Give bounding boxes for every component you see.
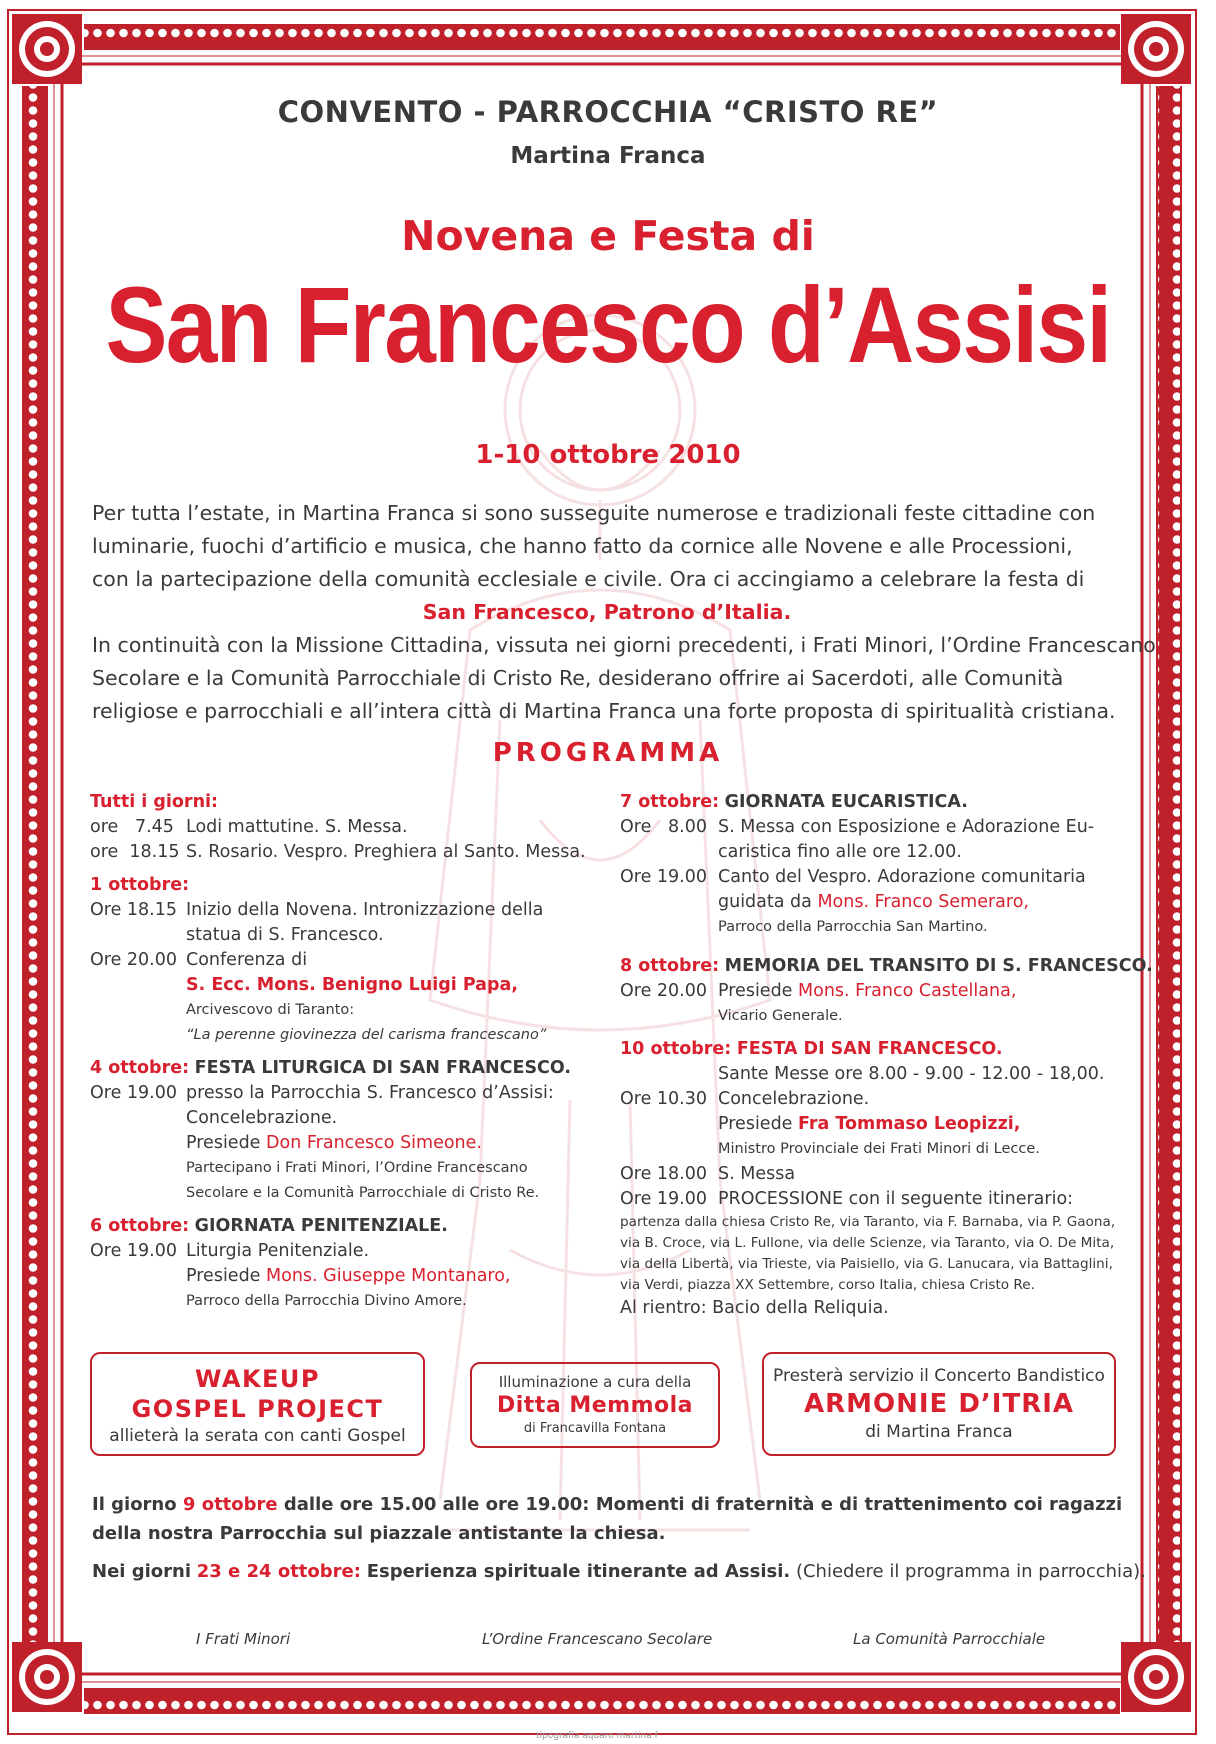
time: ore 7.45: [90, 817, 174, 837]
program-right-column: [620, 790, 1153, 1321]
presider-role: Ministro Provinciale dei Frati Minori di Lecce.: [718, 1141, 1040, 1157]
box-subtitle: allieterà la serata con canti Gospel: [109, 1426, 406, 1446]
time: Ore 19.00: [620, 1189, 708, 1209]
intro-line: Secolare e la Comunità Parrocchiale di Cristo Re, desiderano offrire ai Sacerdoti, alle Comunità: [92, 666, 1064, 690]
day-heading: Tutti i giorni:: [90, 792, 219, 812]
intro-highlight: San Francesco, Patrono d’Italia.: [422, 600, 792, 624]
event-text: Concelebrazione.: [186, 1108, 338, 1128]
day-heading: 4 ottobre:: [90, 1058, 190, 1078]
box-title: ARMONIE D’ITRIA: [803, 1389, 1075, 1419]
ditta-memmola-box: [470, 1362, 720, 1448]
event-dates: 1-10 ottobre 2010: [475, 440, 741, 470]
printer-credit: tipografia aquaro martina f: [536, 1731, 658, 1741]
time: ore 18.15: [90, 842, 180, 862]
time: Ore 19.00: [620, 867, 708, 887]
day-heading: 1 ottobre:: [90, 875, 190, 895]
presiede-label: Presiede: [718, 1114, 793, 1134]
event-text: Canto del Vespro. Adorazione comunitaria: [718, 867, 1086, 887]
wakeup-gospel-box: [90, 1352, 425, 1456]
day-heading: 7 ottobre:: [620, 792, 720, 812]
day-title: GIORNATA EUCARISTICA.: [724, 792, 968, 812]
signature-comunita-parrocchiale: La Comunità Parrocchiale: [853, 1630, 1046, 1648]
presider-role: Parroco della Parrocchia Divino Amore.: [186, 1293, 467, 1309]
note-oct-9: [92, 1490, 1122, 1548]
intro-paragraph: [92, 497, 1156, 728]
speaker-role: Arcivescovo di Taranto:: [186, 1002, 355, 1018]
event-text: Inizio della Novena. Intronizzazione della: [186, 900, 544, 920]
note-text: dalle ore 15.00 alle ore 19.00: Momenti di fraternità e di trattenimento coi ragazzi: [283, 1494, 1123, 1515]
corner-ornament-icon: [10, 12, 84, 86]
presiede-label: Presiede: [718, 981, 793, 1001]
schedule-oct-4: [90, 1056, 610, 1206]
event-text: Al rientro: Bacio della Reliquia.: [620, 1298, 889, 1318]
armonie-ditria-box: [762, 1352, 1116, 1456]
box-subtitle: Illuminazione a cura della: [498, 1373, 692, 1391]
box-subtitle: di Martina Franca: [865, 1422, 1013, 1442]
time: Ore 18.00: [620, 1164, 708, 1184]
note-text: Il giorno: [92, 1494, 177, 1515]
note-text: della nostra Parrocchia sul piazzale antistante la chiesa.: [92, 1523, 666, 1544]
intro-line: luminarie, fuochi d’artificio e musica, che hanno fatto da cornice alle Novene e alle Processioni,: [92, 534, 1073, 558]
day-title: MEMORIA DEL TRANSITO DI S. FRANCESCO.: [724, 956, 1153, 976]
presider-name: Don Francesco Simeone.: [266, 1133, 482, 1153]
schedule-oct-10: [620, 1037, 1130, 1321]
intro-line: religiose e parrocchiali e all’intera città di Martina Franca una forte proposta di spiritualità cristiana.: [92, 699, 1116, 723]
procession-route: partenza dalla chiesa Cristo Re, via Taranto, via F. Barnaba, via P. Gaona,: [620, 1214, 1116, 1230]
corner-ornament-icon: [10, 1640, 84, 1714]
event-text: caristica fino alle ore 12.00.: [718, 842, 962, 862]
day-heading: 6 ottobre:: [90, 1216, 190, 1236]
note-date: 23 e 24 ottobre:: [196, 1561, 361, 1582]
time: Ore 20.00: [620, 981, 708, 1001]
presiede-label: Presiede: [186, 1266, 261, 1286]
time: Ore 8.00: [620, 817, 708, 837]
box-title: GOSPEL PROJECT: [131, 1395, 384, 1423]
guide-role: Parroco della Parrocchia San Martino.: [718, 919, 988, 935]
event-text: Partecipano i Frati Minori, l’Ordine Francescano: [186, 1160, 528, 1176]
day-title: FESTA LITURGICA DI SAN FRANCESCO.: [194, 1058, 572, 1078]
procession-route: via della Libertà, via Trieste, via Paisiello, via G. Lanucara, via Battaglini,: [620, 1256, 1113, 1272]
signature-ordine-francescano: L’Ordine Francescano Secolare: [482, 1630, 713, 1648]
masses-times: Sante Messe ore 8.00 - 9.00 - 12.00 - 18,00.: [718, 1064, 1105, 1084]
box-subtitle: di Francavilla Fontana: [523, 1421, 667, 1436]
saint-title: San Francesco d’Assisi: [105, 264, 1111, 385]
day-title: FESTA DI SAN FRANCESCO.: [736, 1039, 1003, 1059]
event-text: Secolare e la Comunità Parrocchiale di Cristo Re.: [186, 1185, 540, 1201]
parish-title: CONVENTO - PARROCCHIA “CRISTO RE”: [277, 95, 939, 129]
city-name: Martina Franca: [510, 143, 706, 169]
novena-heading: Novena e Festa di: [401, 212, 815, 260]
note-oct-23-24: [92, 1557, 1146, 1586]
schedule-oct-8: [620, 954, 1153, 1029]
conference-topic: “La perenne giovinezza del carisma francescano”: [186, 1027, 547, 1043]
presider-name: Mons. Giuseppe Montanaro,: [266, 1266, 511, 1286]
intro-line: In continuità con la Missione Cittadina, vissuta nei giorni precedenti, i Frati Minori, l’Ordine Francescano: [92, 633, 1156, 657]
time: Ore 20.00: [90, 950, 178, 970]
event-text: Liturgia Penitenziale.: [186, 1241, 370, 1261]
note-text: Nei giorni: [92, 1561, 191, 1582]
schedule-everyday: [90, 790, 610, 865]
event-text: PROCESSIONE con il seguente itinerario:: [718, 1189, 1074, 1209]
corner-ornament-icon: [1119, 1640, 1193, 1714]
day-title: GIORNATA PENITENZIALE.: [194, 1216, 448, 1236]
corner-ornament-icon: [1119, 12, 1193, 86]
guide-name: Mons. Franco Semeraro,: [817, 892, 1029, 912]
presiede-label: Presiede: [186, 1133, 261, 1153]
procession-route: via B. Croce, via L. Fullone, via delle Scienze, via Taranto, via O. De Mita,: [620, 1235, 1115, 1251]
schedule-oct-7: [620, 790, 1130, 940]
event-text: Conferenza di: [186, 950, 308, 970]
box-title: WAKEUP: [194, 1365, 321, 1393]
box-title: Ditta Memmola: [496, 1393, 693, 1418]
intro-line: con la partecipazione della comunità ecclesiale e civile. Ora ci accingiamo a celebrare la festa di: [92, 567, 1085, 591]
time: Ore 10.30: [620, 1089, 708, 1109]
note-text: Esperienza spirituale itinerante ad Assisi.: [366, 1561, 791, 1582]
event-text: Lodi mattutine. S. Messa.: [186, 817, 408, 837]
signature-frati-minori: I Frati Minori: [196, 1630, 291, 1648]
day-heading: 10 ottobre:: [620, 1039, 732, 1059]
time: Ore 19.00: [90, 1083, 178, 1103]
day-heading: 8 ottobre:: [620, 956, 720, 976]
program-left-column: [90, 790, 610, 1314]
event-text: presso la Parrocchia S. Francesco d’Assisi:: [186, 1083, 554, 1103]
event-text: guidata da: [718, 892, 812, 912]
additional-notes: [92, 1490, 1146, 1595]
presider-role: Vicario Generale.: [718, 1008, 843, 1024]
schedule-oct-1: [90, 873, 610, 1048]
note-date: 9 ottobre: [182, 1494, 278, 1515]
schedule-oct-6: [90, 1214, 610, 1314]
event-text: S. Rosario. Vespro. Preghiera al Santo. Messa.: [186, 842, 586, 862]
time: Ore 18.15: [90, 900, 178, 920]
event-text: Concelebrazione.: [718, 1089, 870, 1109]
programma-heading: PROGRAMMA: [492, 738, 724, 768]
event-text: S. Messa con Esposizione e Adorazione Eu-: [718, 817, 1095, 837]
box-subtitle: Presterà servizio il Concerto Bandistico: [773, 1366, 1105, 1386]
presider-name: Fra Tommaso Leopizzi,: [798, 1114, 1021, 1134]
event-text: S. Messa: [718, 1164, 796, 1184]
presider-name: Mons. Franco Castellana,: [798, 981, 1017, 1001]
time: Ore 19.00: [90, 1241, 178, 1261]
note-text: (Chiedere il programma in parrocchia).: [795, 1561, 1146, 1582]
intro-line: Per tutta l’estate, in Martina Franca si sono susseguite numerose e tradizionali feste cittadine con: [92, 501, 1096, 525]
speaker-name: S. Ecc. Mons. Benigno Luigi Papa,: [186, 975, 518, 995]
procession-route: via Verdi, piazza XX Settembre, corso Italia, chiesa Cristo Re.: [620, 1277, 1035, 1293]
event-text: statua di S. Francesco.: [186, 925, 384, 945]
